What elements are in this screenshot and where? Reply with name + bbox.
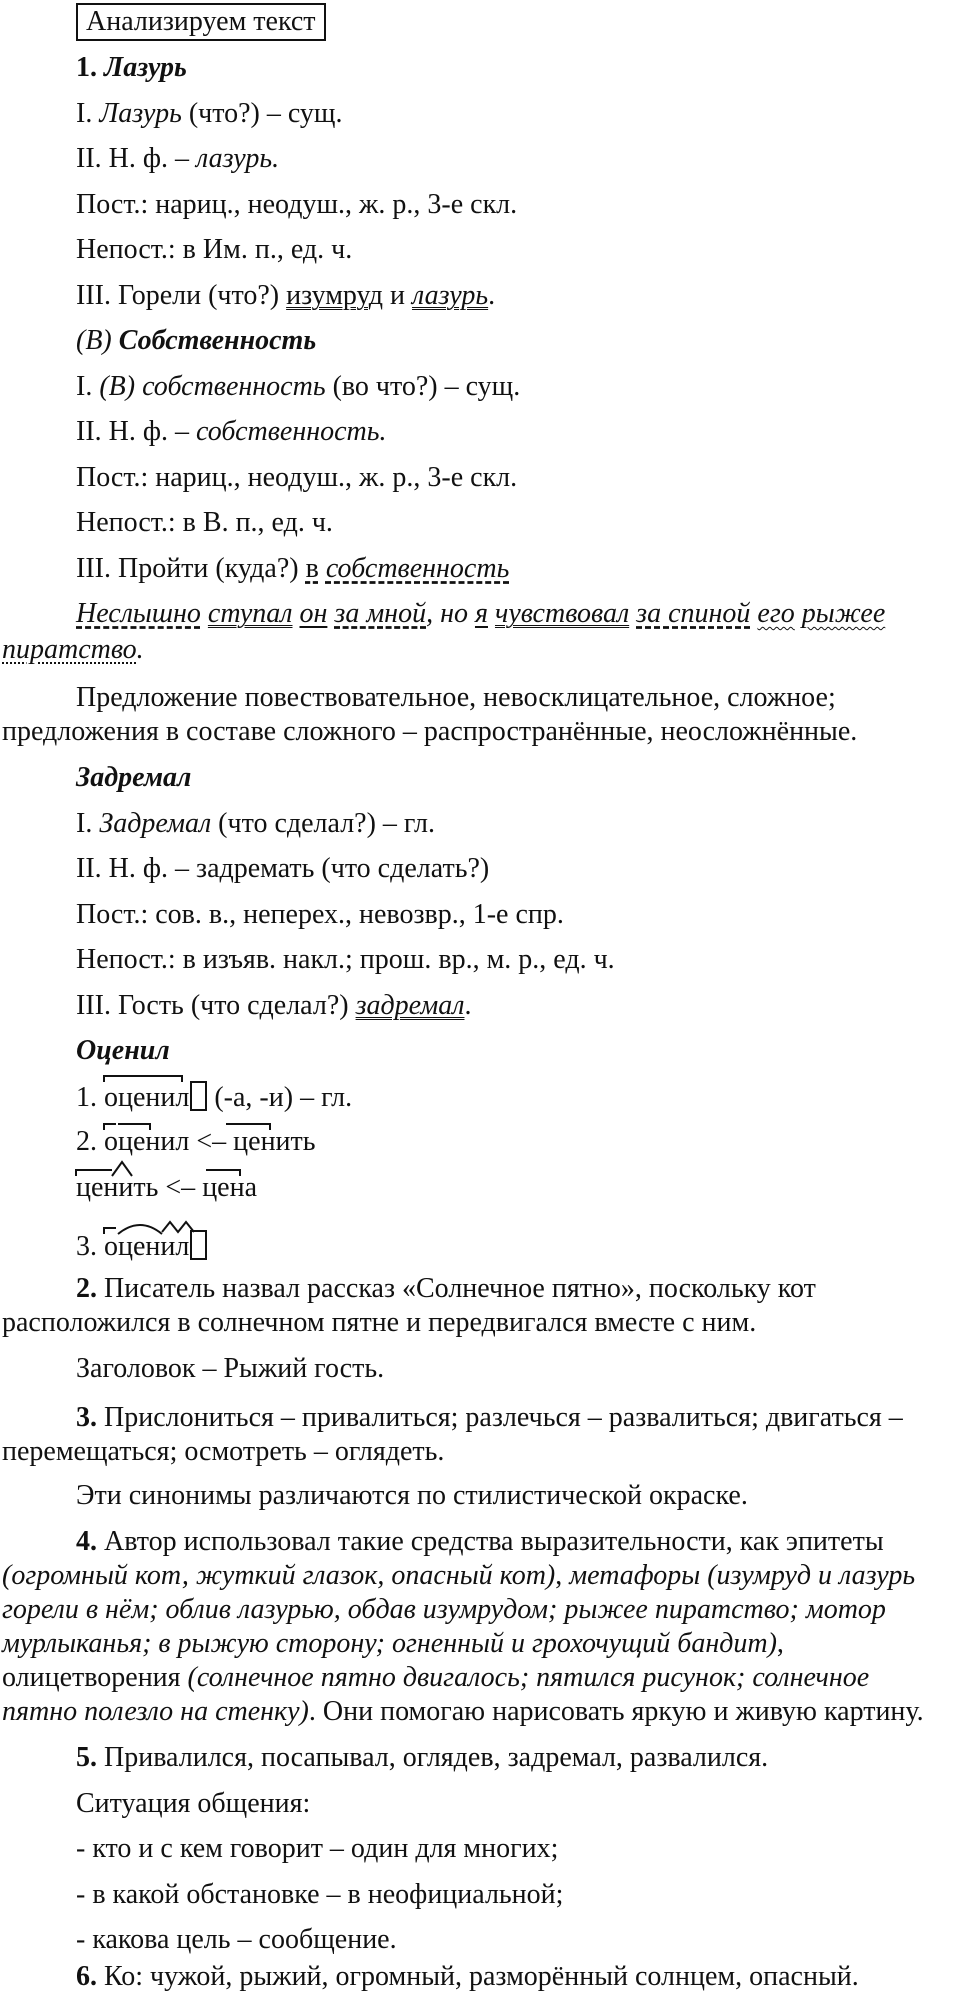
subject-word-2: я <box>474 598 488 629</box>
task-5-number: 5. <box>76 1742 97 1773</box>
attribute-word-2: рыжее <box>801 598 886 629</box>
task-5-line-1: 5. Привалился, посапывал, оглядев, задремал, развалился. <box>76 1742 769 1773</box>
lazur-line-5: III. Горели (что?) изумруд и лазурь. <box>76 280 496 311</box>
sobst-line-2: II. Н. ф. – собственность. <box>76 416 387 447</box>
task-4-line-5: олицетворения (солнечное пятно двигалось; пятился рисунок; солнечное <box>2 1662 870 1693</box>
root-mark-3b <box>206 1170 240 1176</box>
task-1-number: 1. <box>76 52 97 83</box>
prefix-mark-2 <box>104 1124 116 1130</box>
lazur-line-1: I. Лазурь (что?) – сущ. <box>76 98 343 129</box>
task-5-line-4: - в какой обстановке – в неофициальной; <box>76 1879 564 1910</box>
task-1-word: Лазурь <box>104 52 187 83</box>
ocenil-word-1: оценил <box>104 1082 190 1113</box>
adverbial-phrase: за мной <box>334 598 427 629</box>
task-3-line-2: перемещаться; осмотреть – оглядеть. <box>2 1436 445 1467</box>
task-4-number: 4. <box>76 1526 97 1557</box>
task-6-number: 6. <box>76 1961 97 1992</box>
task-4-line-3: горели в нём; облив лазурью, обдав изумрудом; рыжее пиратство; мотор <box>2 1594 886 1625</box>
suffix-mark-3 <box>112 1162 132 1176</box>
lazur-line-3: Пост.: нариц., неодуш., ж. р., 3-е скл. <box>76 189 518 220</box>
sobst-line-1: I. (В) собственность (во что?) – сущ. <box>76 371 521 402</box>
task-3-number: 3. <box>76 1402 97 1433</box>
root-arc-4 <box>118 1225 162 1234</box>
task-2-line-2: расположился в солнечном пятне и передвигался вместе с ним. <box>2 1307 757 1338</box>
task-4-line-4: мурлыканья; в рыжую сторону; огненный и грохочущий бандит), <box>2 1628 784 1659</box>
sobst-line-3: Пост.: нариц., неодуш., ж. р., 3-е скл. <box>76 462 518 493</box>
task-2-number: 2. <box>76 1273 97 1304</box>
root-mark-2 <box>118 1124 150 1130</box>
task-5-line-2: Ситуация общения: <box>76 1788 311 1819</box>
root-mark-2b <box>226 1124 270 1130</box>
suffix-mark-4 <box>162 1222 194 1232</box>
predicate-word-2: чувствовал <box>494 598 630 629</box>
sobst-title: (В) Собственность <box>76 325 317 356</box>
zadremal-line-3: Пост.: сов. в., неперех., невозвр., 1-е спр. <box>76 899 564 930</box>
task-5-line-3: - кто и с кем говорит – один для многих; <box>76 1833 559 1864</box>
root-arc-1 <box>104 1076 182 1082</box>
sobst-line-4: Непост.: в В. п., ед. ч. <box>76 507 333 538</box>
zadremal-title: Задремал <box>76 762 192 793</box>
object-word: пиратство <box>2 634 137 665</box>
sentence-line-1: Неслышно ступал он за мной, но я чувствовал за спиной его рыжее <box>76 598 886 629</box>
task-2-title: Заголовок – Рыжий гость. <box>76 1353 385 1384</box>
task-4-line-6: пятно полезло на стенку). Они помогаю нарисовать яркую и живую картину. <box>2 1696 924 1727</box>
lazur-line-4: Непост.: в Им. п., ед. ч. <box>76 234 353 265</box>
task-3-line-3: Эти синонимы различаются по стилистической окраске. <box>76 1480 748 1511</box>
zadremal-line-4: Непост.: в изъяв. накл.; прош. вр., м. р., ед. ч. <box>76 944 615 975</box>
predicate-word: ступал <box>207 598 293 629</box>
lazur-line-2: II. Н. ф. – лазурь. <box>76 143 280 174</box>
root-mark-3 <box>76 1170 112 1176</box>
task-4-line-1: 4. Автор использовал такие средства выразительности, как эпитеты <box>76 1526 884 1557</box>
sobst-line-5: III. Пройти (куда?) в собственность <box>76 553 510 584</box>
adverbial-phrase-2: за спиной <box>636 598 751 629</box>
zadremal-line-1: I. Задремал (что сделал?) – гл. <box>76 808 435 839</box>
section-header: Анализируем текст <box>86 6 316 37</box>
ocenil-morph-1: 1. оценил (-а, -и) – гл. <box>76 1082 353 1113</box>
ocenil-title: Оценил <box>76 1035 170 1066</box>
ocenil-morph-3: ценить <– цена <box>76 1172 258 1203</box>
prefix-mark-4 <box>104 1228 116 1234</box>
adverbial-word: Неслышно <box>76 598 201 629</box>
analysis-line-2: предложения в составе сложного – распространённые, неосложнённые. <box>2 716 858 747</box>
ocenil-morph-4: 3. оценил <box>76 1230 207 1263</box>
subject-word: он <box>299 598 328 629</box>
attribute-word: его <box>757 598 795 629</box>
task-5-line-5: - какова цель – сообщение. <box>76 1924 397 1955</box>
zadremal-line-5: III. Гость (что сделал?) задремал. <box>76 990 472 1021</box>
analysis-line-1: Предложение повествовательное, невосклицательное, сложное; <box>76 682 836 713</box>
task-4-line-2: (огромный кот, жуткий глазок, опасный кот), метафоры (изумруд и лазурь <box>2 1560 916 1591</box>
sentence-line-2: пиратство. <box>2 634 144 665</box>
task-6-line-1: 6. Ко: чужой, рыжий, огромный, разморённый солнцем, опасный. <box>76 1961 859 1992</box>
ocenil-morph-2: 2. оценил <– ценить <box>76 1126 316 1157</box>
zadremal-line-2: II. Н. ф. – задремать (что сделать?) <box>76 853 490 884</box>
task-2-line-1: 2. Писатель назвал рассказ «Солнечное пятно», поскольку кот <box>76 1273 816 1304</box>
task-3-line-1: 3. Прислониться – привалиться; разлечься – развалиться; двигаться – <box>76 1402 903 1433</box>
